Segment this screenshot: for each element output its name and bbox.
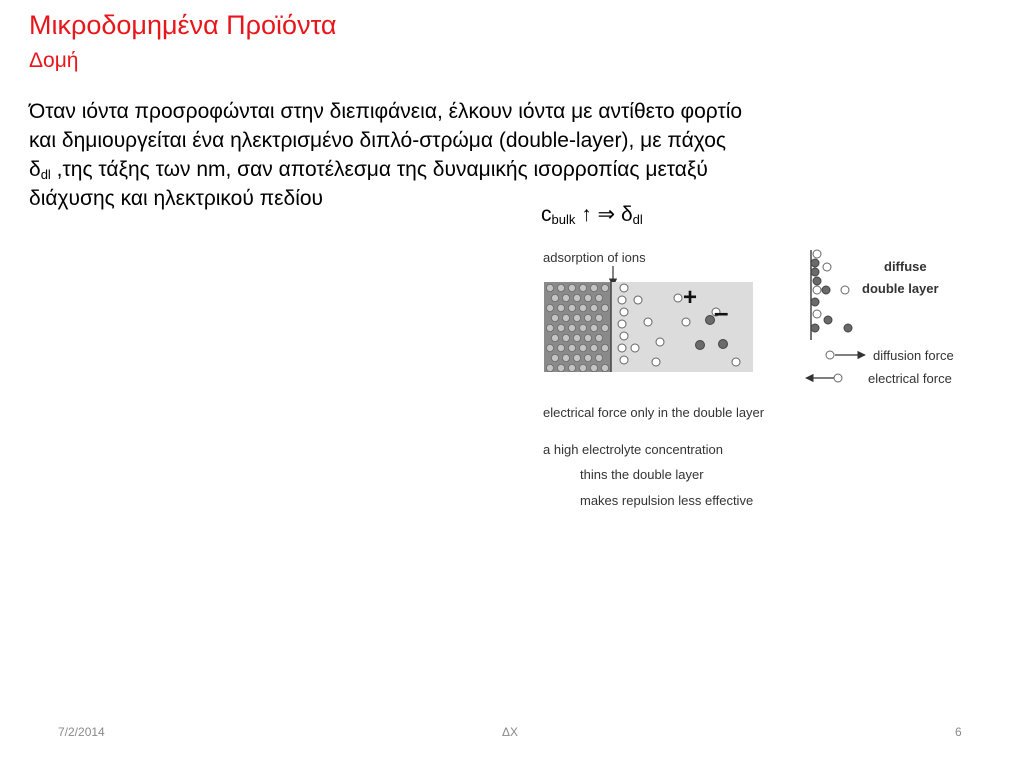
footer-date: 7/2/2014 xyxy=(58,725,105,739)
lattice-ion xyxy=(590,284,597,291)
delta-symbol: δ xyxy=(29,158,41,181)
adsorption-label: adsorption of ions xyxy=(543,250,646,265)
lattice-ion xyxy=(557,344,564,351)
footer-center: ΔΧ xyxy=(502,725,519,739)
dark-ion xyxy=(811,259,819,267)
body-line-1: Όταν ιόντα προσροφώνται στην διεπιφάνεια, έλκουν ιόντα με αντίθετο φορτίο xyxy=(29,100,743,123)
lattice-ion xyxy=(551,294,558,301)
dark-ion xyxy=(719,340,728,349)
slide-subtitle: Δομή xyxy=(29,49,79,72)
light-ion xyxy=(644,318,652,326)
dark-ion xyxy=(844,324,852,332)
diffuse-label: diffuse xyxy=(884,259,927,274)
lattice-ion xyxy=(595,334,602,341)
formula-c-subscript: bulk xyxy=(551,212,576,227)
lattice-ion xyxy=(562,294,569,301)
lattice-ion xyxy=(595,354,602,361)
light-ion xyxy=(620,308,628,316)
light-ion xyxy=(674,294,682,302)
lattice-ion xyxy=(557,304,564,311)
diffusion-force-ion xyxy=(826,351,834,359)
electrical-force-ion xyxy=(834,374,842,382)
light-ion xyxy=(618,320,626,328)
lattice-ion xyxy=(601,344,608,351)
lattice-ion xyxy=(551,334,558,341)
lattice-ion xyxy=(601,324,608,331)
lattice-ion xyxy=(573,294,580,301)
diffusion-force-label: diffusion force xyxy=(873,348,954,363)
slide-title: Μικροδομημένα Προϊόντα xyxy=(29,10,337,40)
light-ion xyxy=(813,310,821,318)
dark-ion xyxy=(811,268,819,276)
diagram-text-3: thins the double layer xyxy=(580,467,704,482)
body-paragraph xyxy=(29,97,989,213)
light-ion xyxy=(841,286,849,294)
lattice-ion xyxy=(579,284,586,291)
lattice-ion xyxy=(557,364,564,371)
lattice-ion xyxy=(546,284,553,291)
lattice-ion xyxy=(557,324,564,331)
lattice-ion xyxy=(557,284,564,291)
light-ion xyxy=(813,286,821,294)
diffuse-layer-ions xyxy=(811,250,852,332)
light-ion xyxy=(652,358,660,366)
light-ion xyxy=(634,296,642,304)
lattice-ion xyxy=(562,314,569,321)
lattice-ion xyxy=(573,334,580,341)
lattice-ion xyxy=(573,354,580,361)
plus-sign: + xyxy=(683,284,698,311)
lattice-ion xyxy=(546,304,553,311)
light-ion xyxy=(618,344,626,352)
light-ion xyxy=(620,356,628,364)
lattice-ion xyxy=(579,344,586,351)
dark-ion xyxy=(813,277,821,285)
body-line-4: διάχυσης και ηλεκτρικού πεδίου xyxy=(29,187,324,210)
diagram-text-1: electrical force only in the double layer xyxy=(543,405,765,420)
lattice-ion xyxy=(595,294,602,301)
light-ion xyxy=(631,344,639,352)
body-line-2: και δημιουργείται ένα ηλεκτρισμένο διπλό-στρώμα (double-layer), με πάχος xyxy=(29,129,726,152)
lattice-ion xyxy=(584,354,591,361)
dark-ion xyxy=(822,286,830,294)
light-ion xyxy=(732,358,740,366)
lattice-ion xyxy=(551,314,558,321)
diagram-text-2: a high electrolyte concentration xyxy=(543,442,723,457)
lattice-ion xyxy=(579,304,586,311)
dark-ion xyxy=(696,341,705,350)
lattice-ion xyxy=(562,334,569,341)
lattice-ion xyxy=(601,304,608,311)
lattice-ion xyxy=(584,294,591,301)
light-ion xyxy=(823,263,831,271)
formula-arrows: ↑ ⇒ δ xyxy=(575,203,633,226)
lattice-ion xyxy=(568,284,575,291)
light-ion xyxy=(620,284,628,292)
lattice-ion xyxy=(590,324,597,331)
dark-ion xyxy=(811,298,819,306)
delta-subscript: dl xyxy=(40,167,51,182)
lattice-ion xyxy=(590,364,597,371)
lattice-ion xyxy=(590,344,597,351)
light-ion xyxy=(618,296,626,304)
light-ion xyxy=(682,318,690,326)
lattice-ion xyxy=(546,364,553,371)
footer-page-number: 6 xyxy=(955,725,962,739)
lattice-ion xyxy=(546,344,553,351)
diagram-text-4: makes repulsion less effective xyxy=(580,493,754,508)
light-ion xyxy=(620,332,628,340)
lattice-ion xyxy=(562,354,569,361)
dark-ion xyxy=(811,324,819,332)
lattice-ion xyxy=(551,354,558,361)
formula-d-subscript: dl xyxy=(632,212,643,227)
minus-sign: – xyxy=(714,297,729,327)
lattice-ion xyxy=(573,314,580,321)
double-layer-label: double layer xyxy=(862,281,939,296)
lattice-ion xyxy=(584,314,591,321)
lattice-ion xyxy=(590,304,597,311)
light-ion xyxy=(813,250,821,258)
lattice-ion xyxy=(568,324,575,331)
lattice-ion xyxy=(568,344,575,351)
body-line-3-text: ,της τάξης των nm, σαν αποτέλεσμα της δυναμικής ισορροπίας μεταξύ xyxy=(50,158,708,181)
dark-ion xyxy=(824,316,832,324)
lattice-ion xyxy=(601,364,608,371)
lattice-ion xyxy=(595,314,602,321)
lattice-ion xyxy=(601,284,608,291)
lattice-ion xyxy=(568,364,575,371)
lattice-ion xyxy=(568,304,575,311)
electrical-force-label: electrical force xyxy=(868,371,952,386)
double-layer-diagram xyxy=(538,240,978,530)
formula-cbulk xyxy=(541,202,643,227)
lattice-ion xyxy=(579,364,586,371)
body-line-3 xyxy=(29,155,989,184)
lattice-ion xyxy=(579,324,586,331)
lattice-ion xyxy=(546,324,553,331)
light-ion xyxy=(656,338,664,346)
formula-c: c xyxy=(541,203,552,226)
lattice-ion xyxy=(584,334,591,341)
